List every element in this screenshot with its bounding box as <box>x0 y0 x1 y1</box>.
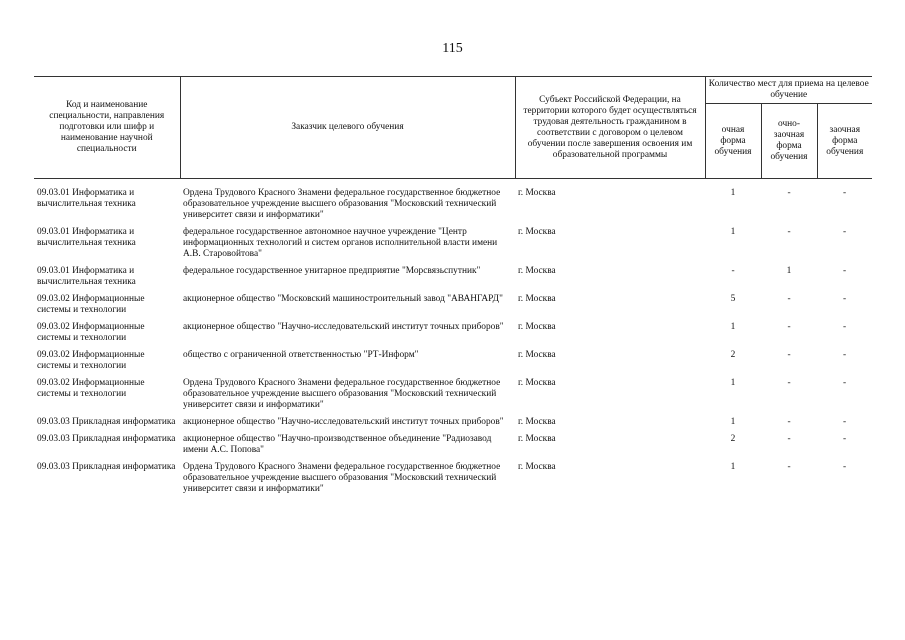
cell-customer: Ордена Трудового Красного Знамени федеральное государственное бюджетное образовательное учреждение высшего образования "Московский технический университет связи и информатики" <box>183 462 501 494</box>
cell-subject: г. Москва <box>518 378 556 388</box>
cell-customer: Ордена Трудового Красного Знамени федеральное государственное бюджетное образовательное учреждение высшего образования "Московский технический университет связи и информатики" <box>183 188 501 220</box>
cell-full-time: 2 <box>730 434 736 444</box>
cell-subject: г. Москва <box>518 227 556 237</box>
header-full-time: очная форма обучения <box>705 104 761 179</box>
table-row <box>34 350 872 378</box>
table-row <box>34 462 872 501</box>
cell-subject: г. Москва <box>518 322 556 332</box>
cell-extramural: - <box>842 294 847 304</box>
cell-full-time: 1 <box>730 227 736 237</box>
cell-part-time: - <box>787 417 791 427</box>
table-row <box>34 188 872 227</box>
header-spacer <box>34 179 872 189</box>
table-body <box>34 179 872 502</box>
cell-subject: г. Москва <box>518 417 556 427</box>
cell-customer: акционерное общество "Московский машиностроительный завод "АВАНГАРД" <box>183 294 503 304</box>
cell-customer: акционерное общество "Научно-производственное объединение "Радиозавод имени А.С. Попова" <box>183 434 492 455</box>
cell-extramural: - <box>842 322 847 332</box>
cell-extramural: - <box>842 378 847 388</box>
cell-extramural: - <box>842 266 847 276</box>
cell-extramural: - <box>842 417 847 427</box>
cell-subject: г. Москва <box>518 350 556 360</box>
cell-full-time: 5 <box>730 294 736 304</box>
cell-part-time: - <box>787 322 791 332</box>
cell-full-time: - <box>731 266 735 276</box>
cell-code: 09.03.03 Прикладная информатика <box>37 434 176 444</box>
cell-part-time: - <box>787 188 791 198</box>
cell-part-time: - <box>787 294 791 304</box>
table-header <box>34 77 872 179</box>
cell-customer: акционерное общество "Научно-исследовательский институт точных приборов" <box>183 417 504 427</box>
cell-code: 09.03.02 Информационные системы и технологии <box>37 294 145 315</box>
cell-full-time: 1 <box>730 378 736 388</box>
cell-full-time: 2 <box>730 350 736 360</box>
cell-subject: г. Москва <box>518 266 556 276</box>
header-customer: Заказчик целевого обучения <box>180 77 515 179</box>
header-places-group: Количество мест для приема на целевое обучение <box>705 77 872 104</box>
cell-extramural: - <box>842 188 847 198</box>
page-number: 115 <box>442 41 463 56</box>
cell-code: 09.03.01 Информатика и вычислительная техника <box>37 188 136 209</box>
cell-extramural: - <box>842 350 847 360</box>
cell-code: 09.03.01 Информатика и вычислительная техника <box>37 227 136 248</box>
cell-code: 09.03.02 Информационные системы и технологии <box>37 350 145 371</box>
cell-part-time: - <box>787 378 791 388</box>
cell-subject: г. Москва <box>518 462 556 472</box>
header-subject: Субъект Российской Федерации, на территории которого будет осуществляться трудовая деятельность гражданином в соответствии с договором о целевом обучении после завершения освоения им образовательной программы <box>515 77 705 179</box>
cell-full-time: 1 <box>730 462 736 472</box>
header-part-time: очно-заочная форма обучения <box>761 104 817 179</box>
cell-full-time: 1 <box>730 417 736 427</box>
cell-customer: акционерное общество "Научно-исследовательский институт точных приборов" <box>183 322 504 332</box>
cell-full-time: 1 <box>730 188 736 198</box>
cell-customer: Ордена Трудового Красного Знамени федеральное государственное бюджетное образовательное учреждение высшего образования "Московский технический университет связи и информатики" <box>183 378 501 410</box>
table-row <box>34 417 872 434</box>
table-row <box>34 227 872 266</box>
table-row <box>34 266 872 294</box>
cell-customer: общество с ограниченной ответственностью "РТ-Информ" <box>183 350 419 360</box>
cell-code: 09.03.03 Прикладная информатика <box>37 462 176 472</box>
cell-customer: федеральное государственное унитарное предприятие "Морсвязьспутник" <box>183 266 481 276</box>
cell-code: 09.03.01 Информатика и вычислительная техника <box>37 266 136 287</box>
cell-part-time: - <box>787 434 791 444</box>
header-extramural: заочная форма обучения <box>817 104 872 179</box>
cell-code: 09.03.03 Прикладная информатика <box>37 417 176 427</box>
target-training-table-container <box>34 76 872 501</box>
cell-extramural: - <box>842 462 847 472</box>
cell-part-time: - <box>787 350 791 360</box>
table-row <box>34 378 872 417</box>
table-row <box>34 294 872 322</box>
cell-part-time: - <box>787 227 791 237</box>
cell-part-time: - <box>787 462 791 472</box>
cell-customer: федеральное государственное автономное научное учреждение "Центр информационных технологий и систем органов исполнительной власти имени А.В. Старовойтова" <box>183 227 498 259</box>
cell-code: 09.03.02 Информационные системы и технологии <box>37 378 145 399</box>
cell-subject: г. Москва <box>518 188 556 198</box>
cell-extramural: - <box>842 227 847 237</box>
table-row <box>34 434 872 462</box>
target-training-table <box>34 76 872 501</box>
table-row <box>34 322 872 350</box>
cell-part-time: 1 <box>786 266 792 276</box>
header-code: Код и наименование специальности, направления подготовки или шифр и наименование научной специальности <box>34 77 180 179</box>
cell-subject: г. Москва <box>518 434 556 444</box>
cell-full-time: 1 <box>730 322 736 332</box>
cell-extramural: - <box>842 434 847 444</box>
cell-code: 09.03.02 Информационные системы и технологии <box>37 322 145 343</box>
cell-subject: г. Москва <box>518 294 556 304</box>
